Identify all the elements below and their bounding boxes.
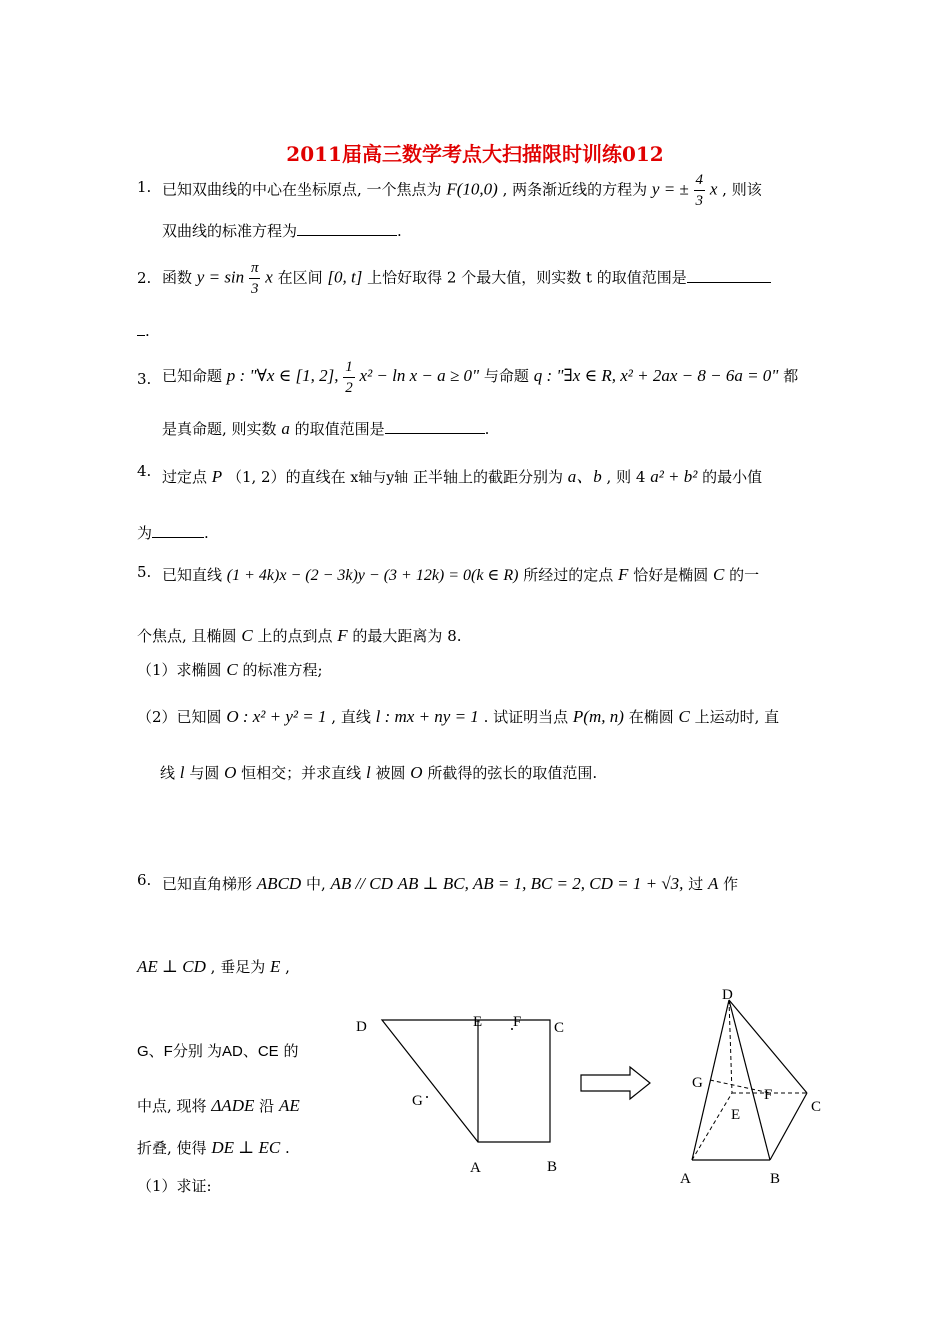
question-6-line-5: 折叠, 使得 DE ⊥ EC . <box>137 1138 290 1157</box>
fraction: $\frac{1}{2}$ <box>345 358 353 396</box>
label-F: F <box>764 1087 773 1103</box>
label-B: B <box>770 1171 781 1187</box>
point-G <box>426 1096 428 1098</box>
edge-DE <box>729 1000 732 1093</box>
document-title: 2011届高三数学考点大扫描限时训练012 <box>286 142 664 166</box>
question-2-line-1: 函数 y = sin $\frac{\pi}{3}$ x 在区间 [0, t] 上恰好取得 2 个最大值，则实数 t 的取值范围是 <box>162 258 771 299</box>
question-4-line-2: 为 . <box>137 524 209 542</box>
label-G: G <box>412 1093 423 1109</box>
question-1-line-1: 已知双曲线的中心在坐标原点, 一个焦点为 F(10,0) , 两条渐近线的方程为 y = ± $\frac{4}{3}$ x , 则该 <box>162 172 762 209</box>
label-A: A <box>470 1160 481 1176</box>
trapezoid-outline <box>382 1020 550 1142</box>
question-4-line-1: 过定点 P （1, 2）的直线在 x轴与y轴 正半轴上的截距分别为 a、b , 则 4 a² + b² 的最小值 <box>162 467 763 486</box>
question-2-number: 2. <box>137 269 152 287</box>
trapezoid-figure <box>340 1005 580 1185</box>
question-6-number: 6. <box>137 871 152 889</box>
question-5-number: 5. <box>137 563 152 581</box>
question-5-line-2: 个焦点, 且椭圆 C 上的点到点 F 的最大距离为 8. <box>137 626 462 645</box>
interval: [0, t] <box>327 267 363 287</box>
answer-blank <box>297 220 397 236</box>
question-3-line-1: 已知命题 p : "∀x ∈ [1, 2], $\frac{1}{2}$ x² − ln x − a ≥ 0" 与命题 q : "∃x ∈ R, x² + 2ax − 8 − 6a = 0" 都 <box>162 358 799 396</box>
answer-blank <box>152 522 204 538</box>
question-6-sub-1: （1）求证: <box>137 1177 212 1195</box>
question-1-number: 1. <box>137 178 152 196</box>
question-5-sub-1: （1）求椭圆 C 的标准方程; <box>137 660 323 679</box>
label-D: D <box>722 987 733 1003</box>
fraction: $\frac{4}{3}$ <box>695 172 704 209</box>
label-F: F <box>513 1014 522 1030</box>
arrow-outline <box>581 1067 650 1099</box>
question-5-line-1: 已知直线 (1 + 4k)x − (2 − 3k)y − (3 + 12k) = 0(k ∈ R) 所经过的定点 F 恰好是椭圆 C 的一 <box>162 565 760 584</box>
focus-point: F(10,0) <box>446 179 498 199</box>
answer-blank <box>687 267 771 283</box>
label-E: E <box>731 1107 741 1123</box>
edge-BC <box>770 1093 807 1160</box>
label-C: C <box>811 1099 822 1115</box>
label-D: D <box>356 1019 367 1035</box>
question-2-line-2: . <box>137 320 150 340</box>
label-G: G <box>692 1075 703 1091</box>
question-5-sub-2-line-2: 线 l 与圆 O 恒相交；并求直线 l 被圆 O 所截得的弦长的取值范围. <box>160 763 598 782</box>
answer-blank <box>385 418 485 434</box>
question-5-sub-2: （2）已知圆 O : x² + y² = 1 , 直线 l : mx + ny = 1 . 试证明当点 P(m, n) 在椭圆 C 上运动时, 直 <box>137 707 780 726</box>
question-3-number: 3. <box>137 370 152 388</box>
answer-blank <box>137 320 145 336</box>
question-6-line-1: 已知直角梯形 ABCD 中, AB // CD AB ⊥ BC, AB = 1, BC = 2, CD = 1 + √3, 过 A 作 <box>162 874 739 893</box>
fraction: $\frac{\pi}{3}$ <box>250 260 259 297</box>
edge-AE <box>692 1093 732 1160</box>
label-C: C <box>554 1020 565 1036</box>
question-1-line-2: 双曲线的标准方程为 . <box>162 222 402 240</box>
label-E: E <box>473 1014 483 1030</box>
transform-arrow <box>578 1064 654 1102</box>
segment-GF <box>710 1080 770 1093</box>
question-3-line-2: 是真命题, 则实数 a 的取值范围是 . <box>162 419 490 438</box>
label-B: B <box>547 1159 558 1175</box>
question-6-line-2: AE ⊥ CD , 垂足为 E , <box>137 957 290 976</box>
pyramid-figure <box>670 980 840 1190</box>
question-4-number: 4. <box>137 462 152 480</box>
question-6-line-3: G、F分别 为AD、CE 的 <box>137 1042 299 1060</box>
question-6-line-4: 中点, 现将 ΔADE 沿 AE <box>137 1096 300 1115</box>
label-A: A <box>680 1171 691 1187</box>
